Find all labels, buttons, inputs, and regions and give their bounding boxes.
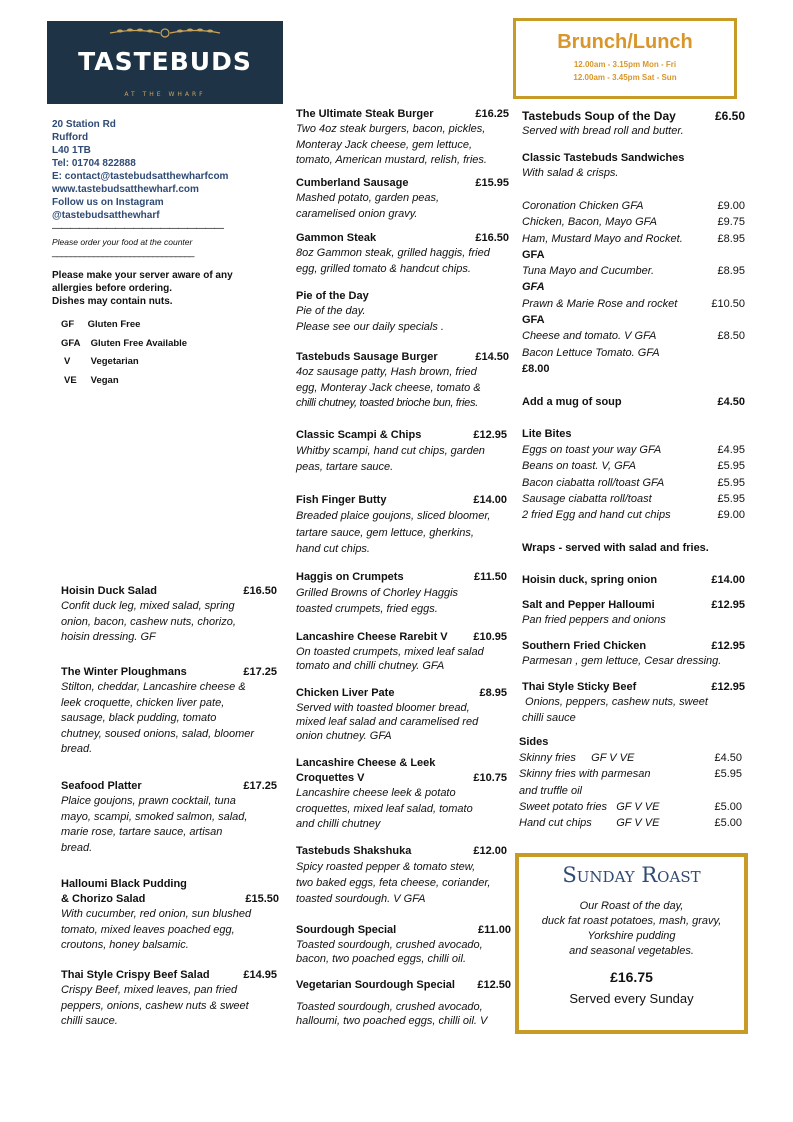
item-price: £4.50 <box>717 396 745 408</box>
item-name: Seafood Platter <box>61 780 142 792</box>
item-name: Gammon Steak <box>296 232 377 244</box>
wraps-title <box>522 541 745 556</box>
item-desc: tomato, mixed leaves poached egg, <box>61 923 235 936</box>
price-row <box>522 312 745 328</box>
item-desc: Served with toasted bloomer bread, <box>296 702 470 714</box>
item-desc: Pan fried peppers and onions <box>522 614 666 626</box>
row-label: GFA <box>522 281 545 294</box>
item-desc: 8oz Gammon steak, grilled haggis, fried <box>296 247 490 259</box>
menu-item <box>296 289 509 335</box>
item-desc: croquettes, mixed leaf salad, tomato <box>296 802 473 815</box>
section-desc: With salad & crisps. <box>522 167 619 179</box>
item-desc: Plaice goujons, prawn cocktail, tuna <box>61 795 236 807</box>
menu-item <box>296 978 511 1028</box>
item-desc: chilli chutney, toasted brioche bun, fries. <box>296 397 478 409</box>
item-desc: egg, Monteray Jack cheese, tomato & <box>296 381 481 394</box>
address-line: Rufford <box>52 132 89 143</box>
item-name: Cumberland Sausage <box>296 177 409 189</box>
item-desc: Stilton, cheddar, Lancashire cheese & <box>61 681 246 693</box>
item-desc: bread. <box>61 743 93 755</box>
item-name: Hoisin duck, spring onion <box>522 574 658 586</box>
item-name: Tastebuds Sausage Burger <box>296 351 438 363</box>
section-title: Wraps - served with salad and fries. <box>522 542 709 554</box>
roast-title: Sunday Roast <box>562 863 701 887</box>
diet-key-row <box>61 319 187 338</box>
item-name: Hoisin Duck Salad <box>61 585 157 597</box>
hours-weekday: 12.00am - 3.15pm Mon - Fri <box>573 60 677 69</box>
item-price: £8.95 <box>479 687 507 699</box>
menu-item <box>296 844 507 907</box>
item-name: Tastebuds Shakshuka <box>296 845 412 857</box>
allergy-note: Please make your server aware of any <box>52 270 233 281</box>
divider: _______________________________ <box>52 247 194 258</box>
item-price: £16.50 <box>475 232 509 244</box>
wrap-item <box>522 639 745 670</box>
item-desc: caramelised onion gravy. <box>296 207 418 220</box>
sunday-roast-box <box>515 853 748 1034</box>
item-name: Add a mug of soup <box>522 396 622 408</box>
contact-info <box>52 118 284 308</box>
item-desc: halloumi, two poached eggs, chilli oil. V <box>296 1015 488 1027</box>
instagram-handle: @tastebudsatthewharf <box>52 210 160 221</box>
menu-item <box>61 665 277 758</box>
hours-box <box>513 18 737 99</box>
row-price: £10.50 <box>711 297 745 310</box>
menu-item <box>296 686 507 743</box>
item-price: £12.00 <box>473 845 507 857</box>
price-row <box>522 442 745 458</box>
item-name: Vegetarian Sourdough Special <box>296 979 455 991</box>
price-row <box>522 361 745 377</box>
price-row <box>522 345 745 361</box>
item-name: Thai Style Sticky Beef <box>522 681 637 693</box>
item-desc: bread. <box>61 841 93 854</box>
item-price: £6.50 <box>714 109 745 123</box>
item-price: £14.50 <box>475 351 509 363</box>
item-price: £10.75 <box>473 772 507 784</box>
row-label: GFA <box>522 248 545 261</box>
price-row <box>519 815 742 831</box>
item-name: Chicken Liver Pate <box>296 687 395 699</box>
item-desc: Onions, peppers, cashew nuts, sweet <box>522 696 708 708</box>
price-row <box>522 475 745 491</box>
instagram-label: Follow us on Instagram <box>52 197 164 208</box>
hours-weekend: 12.00am - 3.45pm Sat - Sun <box>573 73 677 82</box>
row-price: £4.95 <box>717 444 745 456</box>
item-name: Halloumi Black Pudding <box>61 878 187 890</box>
menu-item <box>296 176 509 222</box>
row-label: Ham, Mustard Mayo and Rocket. <box>522 232 683 245</box>
item-price: £16.25 <box>475 108 509 120</box>
price-row <box>519 766 742 782</box>
row-label: Sausage ciabatta roll/toast <box>522 492 652 505</box>
price-row <box>522 263 745 279</box>
item-price: £12.95 <box>711 640 745 652</box>
row-price: £8.95 <box>717 265 745 278</box>
row-price: £8.95 <box>717 232 745 245</box>
item-name: Sourdough Special <box>296 924 397 936</box>
order-note: Please order your food at the counter <box>52 237 193 247</box>
row-price: £8.50 <box>717 330 745 343</box>
item-desc: hand cut chips. <box>296 543 370 555</box>
item-price: £10.95 <box>473 631 507 643</box>
row-price: £5.00 <box>714 800 742 813</box>
wrap-item <box>522 680 745 726</box>
diet-code: GFA <box>61 337 81 349</box>
diet-key-row <box>61 338 187 357</box>
section-title: Lite Bites <box>522 428 572 440</box>
item-desc: Please see our daily specials . <box>296 320 444 333</box>
roast-desc: duck fat roast potatoes, mash, gravy, <box>541 915 722 927</box>
diet-label: Gluten Free Available <box>90 337 188 349</box>
item-desc: toasted crumpets, fried eggs. <box>296 603 438 615</box>
item-price: £12.50 <box>477 979 511 991</box>
roast-desc: Yorkshire pudding <box>587 930 676 942</box>
item-name: & Chorizo Salad <box>61 893 146 905</box>
wrap-item <box>522 598 745 629</box>
row-label: Eggs on toast your way GFA <box>522 444 662 456</box>
section-title: Sides <box>519 736 549 748</box>
item-name: Croquettes V <box>296 772 365 784</box>
address-line: L40 1TB <box>52 145 91 156</box>
item-desc: two baked eggs, feta cheese, coriander, <box>296 877 491 889</box>
item-desc: leek croquette, chicken liver pate, <box>61 696 225 709</box>
price-row <box>519 783 742 799</box>
row-price: £5.95 <box>717 460 745 473</box>
sandwich-section <box>522 151 745 182</box>
row-price: £4.50 <box>714 752 742 764</box>
price-row <box>522 296 745 312</box>
soup-item <box>522 109 745 140</box>
item-desc: peppers, onions, cashew nuts & sweet <box>61 999 249 1012</box>
item-desc: Confit duck leg, mixed salad, spring <box>61 600 235 612</box>
telephone: Tel: 01704 822888 <box>52 158 136 169</box>
item-name: Southern Fried Chicken <box>522 640 647 652</box>
row-label: Cheese and tomato. V GFA <box>522 330 657 343</box>
price-row <box>519 799 742 815</box>
item-name: Pie of the Day <box>296 290 369 302</box>
menu-item <box>296 350 509 412</box>
diet-label: Vegan <box>90 374 119 386</box>
menu-item <box>61 584 277 646</box>
item-desc: toasted sourdough. V GFA <box>296 893 426 905</box>
diet-code: GF <box>61 319 75 330</box>
website: www.tastebudsatthewharf.com <box>52 184 199 195</box>
item-desc: Toasted sourdough, crushed avocado, <box>296 939 483 951</box>
roast-desc: and seasonal vegetables. <box>569 945 694 957</box>
row-label: Coronation Chicken GFA <box>522 200 644 212</box>
price-row <box>522 247 745 263</box>
item-name: The Winter Ploughmans <box>61 666 187 678</box>
row-label: Chicken, Bacon, Mayo GFA <box>522 216 657 229</box>
item-desc: sausage, black pudding, tomato <box>61 712 217 724</box>
wrap-item <box>522 573 745 588</box>
item-desc: hoisin dressing. GF <box>61 631 156 643</box>
item-desc: marie rose, tartare sauce, artisan <box>61 826 223 838</box>
item-desc: With cucumber, red onion, sun blushed <box>61 908 252 920</box>
price-row <box>522 507 745 523</box>
menu-item <box>296 231 509 277</box>
item-price: £17.25 <box>243 666 277 678</box>
row-label: Beans on toast. V, GFA <box>522 460 636 473</box>
row-label: £8.00 <box>522 362 550 375</box>
item-desc: onion chutney. GFA <box>296 730 392 742</box>
price-row <box>522 491 745 507</box>
allergy-note: allergies before ordering. <box>52 283 173 294</box>
hours-title: Brunch/Lunch <box>557 31 693 53</box>
row-label: Prawn & Marie Rose and rocket <box>522 297 678 310</box>
item-name: Haggis on Crumpets <box>296 571 404 583</box>
item-price: £16.50 <box>243 585 277 597</box>
menu-item <box>61 779 277 856</box>
item-desc: mixed leaf salad and caramelised red <box>296 716 479 728</box>
sides <box>519 735 742 831</box>
row-price: £9.00 <box>717 509 745 522</box>
row-label: Hand cut chips GF V VE <box>519 817 660 830</box>
roast-price: £16.75 <box>610 969 653 985</box>
item-desc: Served with bread roll and butter. <box>522 125 684 137</box>
divider: ——————————————————— <box>52 223 223 234</box>
row-label: Skinny fries GF V VE <box>519 752 635 764</box>
row-price: £5.95 <box>714 768 742 781</box>
item-price: £15.50 <box>245 893 279 905</box>
item-name: Thai Style Crispy Beef Salad <box>61 969 210 981</box>
price-row <box>522 231 745 247</box>
row-price: £9.00 <box>717 200 745 212</box>
email: E: contact@tastebudsatthewharfcom <box>52 171 229 182</box>
item-price: £15.95 <box>475 177 509 189</box>
row-label: 2 fried Egg and hand cut chips <box>522 509 671 522</box>
row-label: Sweet potato fries GF V VE <box>519 800 660 813</box>
item-desc: bacon, two poached eggs, chilli oil. <box>296 953 466 965</box>
item-name: Fish Finger Butty <box>296 494 387 506</box>
menu-item <box>296 107 509 169</box>
mug-of-soup <box>522 395 745 410</box>
item-desc: chilli sauce <box>522 711 576 724</box>
logo-tagline: AT THE WHARF <box>124 91 206 98</box>
item-price: £12.95 <box>711 599 745 611</box>
sandwich-list <box>522 198 745 377</box>
price-row <box>519 750 742 766</box>
price-row <box>522 328 745 344</box>
diet-label: Gluten Free <box>87 319 141 330</box>
item-desc: Toasted sourdough, crushed avocado, <box>296 1001 483 1013</box>
item-desc: tartare sauce, gem lettuce, gherkins, <box>296 526 474 539</box>
item-desc: Monteray Jack cheese, gem lettuce, <box>296 138 473 151</box>
menu-item <box>296 570 507 617</box>
item-price: £17.25 <box>243 780 277 792</box>
item-price: £12.95 <box>711 681 745 693</box>
logo <box>47 21 283 104</box>
diet-key-row <box>61 356 187 375</box>
item-price: £14.00 <box>473 494 507 506</box>
row-price: £9.75 <box>717 216 745 229</box>
item-desc: On toasted crumpets, mixed leaf salad <box>296 646 484 658</box>
diet-code: V <box>64 356 71 367</box>
address-line: 20 Station Rd <box>52 119 116 130</box>
item-name: Lancashire Cheese & Leek <box>296 757 436 769</box>
item-desc: Whitby scampi, hand cut chips, garden <box>296 445 485 457</box>
menu-item <box>296 923 511 966</box>
menu-item <box>296 428 507 475</box>
item-name: Classic Scampi & Chips <box>296 429 422 441</box>
logo-name: TASTEBUDS <box>78 47 252 76</box>
item-desc: Crispy Beef, mixed leaves, pan fried <box>61 984 238 996</box>
row-label: Skinny fries with parmesan <box>519 768 651 781</box>
diet-code: VE <box>64 374 77 386</box>
item-desc: and chilli chutney <box>296 818 381 830</box>
item-desc: Mashed potato, garden peas, <box>296 192 440 204</box>
item-desc: tomato and chilli chutney. GFA <box>296 660 445 672</box>
row-label: Tuna Mayo and Cucumber. <box>522 265 655 278</box>
section-title: Classic Tastebuds Sandwiches <box>522 152 685 164</box>
menu-item <box>61 877 279 954</box>
item-desc: Parmesan , gem lettuce, Cesar dressing. <box>522 655 722 667</box>
item-desc: Grilled Browns of Chorley Haggis <box>296 587 459 599</box>
row-price: £5.95 <box>717 492 745 505</box>
price-row <box>522 279 745 295</box>
laurel-icon <box>105 26 225 40</box>
item-desc: Breaded plaice goujons, sliced bloomer, <box>296 510 491 522</box>
item-desc: onion, bacon, cashew nuts, chorizo, <box>61 615 236 628</box>
allergy-note: Dishes may contain nuts. <box>52 296 173 307</box>
item-desc: chilli sauce. <box>61 1015 118 1027</box>
diet-label: Vegetarian <box>90 356 139 367</box>
menu-item <box>296 493 507 558</box>
item-name: The Ultimate Steak Burger <box>296 108 434 120</box>
menu-item <box>61 968 277 1030</box>
row-price: £5.00 <box>714 817 742 830</box>
item-price: £11.00 <box>477 924 511 936</box>
item-desc: chutney, soused onions, salad, bloomer <box>61 727 255 740</box>
dietary-key <box>61 319 187 393</box>
price-row <box>522 198 745 214</box>
item-price: £11.50 <box>473 571 507 583</box>
item-desc: 4oz sausage patty, Hash brown, fried <box>296 366 477 378</box>
roast-note: Served every Sunday <box>569 991 694 1006</box>
item-desc: Spicy roasted pepper & tomato stew, <box>296 861 476 873</box>
item-desc: croutons, honey balsamic. <box>61 939 189 951</box>
lite-bites <box>522 427 745 523</box>
item-name: Lancashire Cheese Rarebit V <box>296 631 448 643</box>
item-price: £14.00 <box>711 574 745 586</box>
item-desc: mayo, scampi, smoked salmon, salad, <box>61 810 248 823</box>
item-desc: egg, grilled tomato & handcut chips. <box>296 262 471 275</box>
row-label: Bacon Lettuce Tomato. GFA <box>522 346 660 359</box>
diet-key-row <box>61 375 187 394</box>
item-desc: Two 4oz steak burgers, bacon, pickles, <box>296 123 486 135</box>
row-label: Bacon ciabatta roll/toast GFA <box>522 476 665 489</box>
menu-item <box>296 630 507 673</box>
item-desc: Pie of the day. <box>296 305 366 317</box>
item-desc: tomato, American mustard, relish, fries. <box>296 154 487 166</box>
row-label: and truffle oil <box>519 784 582 797</box>
item-desc: Lancashire cheese leek & potato <box>296 787 456 799</box>
item-name: Salt and Pepper Halloumi <box>522 599 655 611</box>
price-row <box>522 458 745 474</box>
item-price: £12.95 <box>473 429 507 441</box>
row-label: GFA <box>522 314 545 327</box>
item-price: £14.95 <box>243 969 277 981</box>
price-row <box>522 214 745 230</box>
item-name: Tastebuds Soup of the Day <box>522 109 676 123</box>
row-price: £5.95 <box>717 476 745 489</box>
roast-desc: Our Roast of the day, <box>579 900 684 912</box>
item-desc: peas, tartare sauce. <box>296 461 394 473</box>
menu-item <box>296 756 507 833</box>
